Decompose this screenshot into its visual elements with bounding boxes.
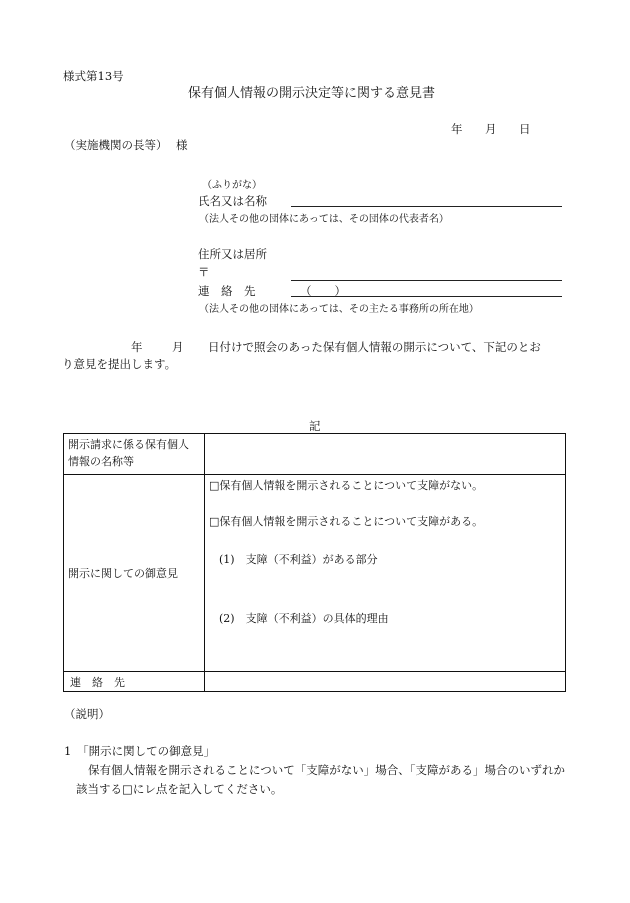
date-day: 日 xyxy=(519,122,531,136)
option-hindrance[interactable]: □保有個人情報を開示されることについて支障がある。 xyxy=(209,515,484,528)
name-note: （法人その他の団体にあっては、その団体の代表者名） xyxy=(199,214,449,225)
address-underline xyxy=(291,280,562,281)
form-number: 様式第13号 xyxy=(63,69,124,83)
addressee-sama: 様 xyxy=(176,138,188,152)
option-no-hindrance[interactable]: □保有個人情報を開示されることについて支障がない。 xyxy=(209,479,484,492)
sub-item-affected-part: (1) 支障（不利益）がある部分 xyxy=(219,553,378,566)
opinion-table xyxy=(63,433,566,692)
address-label: 住所又は居所 xyxy=(198,247,267,261)
contact-label-cell xyxy=(64,672,205,692)
table-contact-label: 連 絡 先 xyxy=(70,676,125,689)
info-name-value-cell[interactable] xyxy=(205,434,566,475)
document-title: 保有個人情報の開示決定等に関する意見書 xyxy=(188,86,436,101)
name-label: 氏名又は名称 xyxy=(198,194,267,208)
date-year: 年 xyxy=(451,122,463,136)
name-underline xyxy=(291,206,562,207)
furigana-label: （ふりがな） xyxy=(202,180,262,191)
address-note: （法人その他の団体にあっては、その主たる事務所の所在地） xyxy=(199,304,479,315)
table-row-contact xyxy=(64,672,566,692)
info-name-label-cell xyxy=(64,434,205,475)
body-line-1: 日付けで照会のあった保有個人情報の開示について、下記のとお xyxy=(208,340,541,354)
explanation-item-1-line-1: 保有個人情報を開示されることについて「支障がない」場合、「支障がある」場合のいずれか xyxy=(88,763,566,777)
explanation-item-1-title: 1 「開示に関しての御意見」 xyxy=(64,744,216,758)
contact-underline xyxy=(291,296,562,297)
postal-mark: 〒 xyxy=(198,265,210,279)
explanation-item-1-line-2: 該当する□にレ点を記入してください。 xyxy=(76,782,283,796)
opinion-value-cell xyxy=(205,475,566,672)
contact-value-cell[interactable] xyxy=(205,672,566,692)
ki-heading: 記 xyxy=(309,419,321,433)
contact-label: 連 絡 先 xyxy=(198,284,256,298)
sub-item-reason: (2) 支障（不利益）の具体的理由 xyxy=(219,612,389,625)
date-month: 月 xyxy=(485,122,497,136)
explanation-heading: （説明） xyxy=(64,707,110,721)
body-year: 年 xyxy=(131,340,143,354)
info-name-label-2: 情報の名称等 xyxy=(68,455,134,468)
body-month: 月 xyxy=(172,340,184,354)
opinion-label-cell xyxy=(64,475,205,672)
table-row-opinion xyxy=(64,475,566,672)
contact-paren: （ ） xyxy=(300,284,346,298)
table-row-info-name xyxy=(64,434,566,475)
opinion-label: 開示に関しての御意見 xyxy=(68,567,178,580)
info-name-label-1: 開示請求に係る保有個人 xyxy=(68,438,189,451)
addressee-label: （実施機関の長等） xyxy=(64,138,168,152)
body-line-2: り意見を提出します。 xyxy=(62,357,177,371)
